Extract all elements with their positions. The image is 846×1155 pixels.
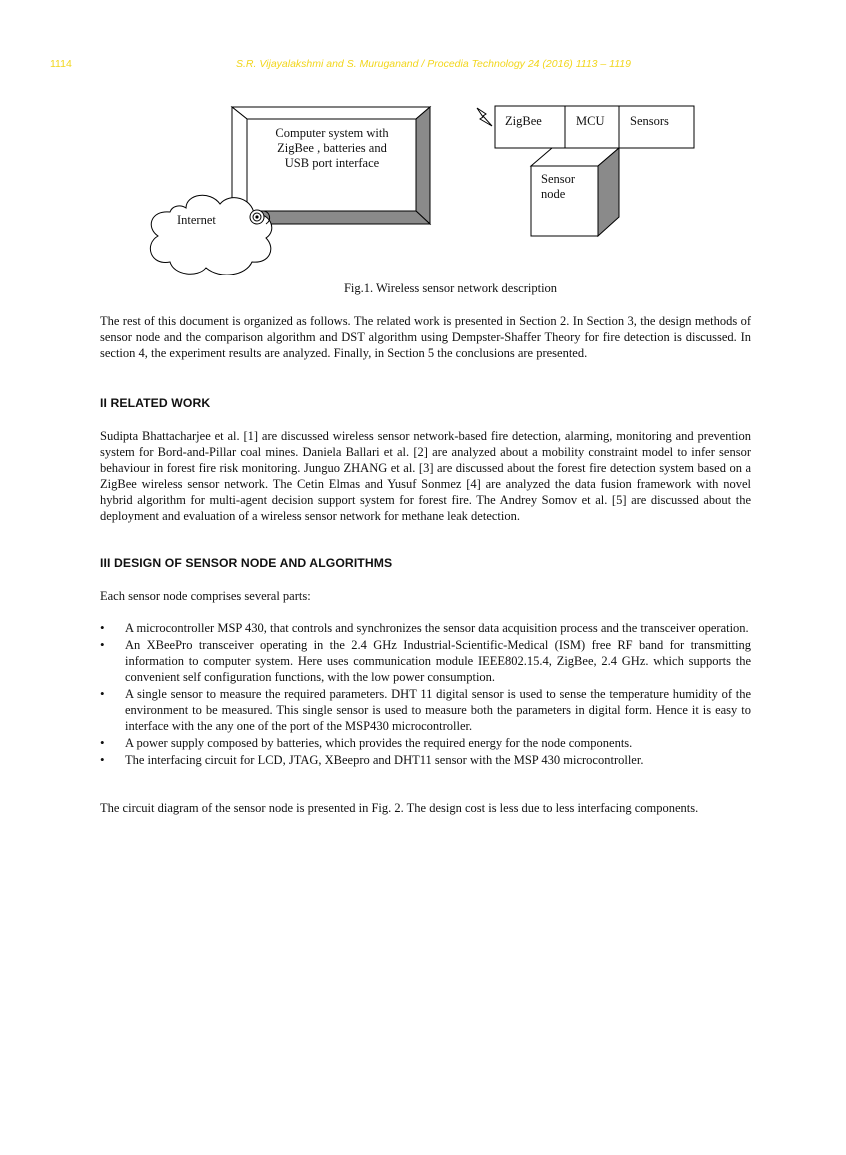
journal-citation: S.R. Vijayalakshmi and S. Muruganand / Procedia Technology 24 (2016) 1113 – 1119 xyxy=(236,58,631,70)
computer-system-label: Computer system with ZigBee , batteries and USB port interface xyxy=(275,126,389,170)
sensor-node-label: Sensor node xyxy=(541,172,576,201)
mcu-label: MCU xyxy=(576,114,605,128)
internet-label: Internet xyxy=(177,213,216,227)
figure-wsn-description xyxy=(140,100,710,275)
list-item: • A power supply composed by batteries, which provides the required energy for the node components. xyxy=(100,735,751,751)
zigbee-label: ZigBee xyxy=(505,114,542,128)
page-number: 1114 xyxy=(50,58,72,70)
section-heading-related-work: II RELATED WORK xyxy=(100,396,211,410)
running-header xyxy=(0,58,846,74)
intro-paragraph: The rest of this document is organized as follows. The related work is presented in Section 2. In Section 3, the design methods of sensor node and the comparison algorithm and DST algorithm using Dempster-Shaffer Theory for fire detection is discussed. In section 4, the experiment results are analyzed. Finally, in Section 5 the conclusions are presented. xyxy=(100,314,751,360)
list-item: • An XBeePro transceiver operating in the 2.4 GHz Industrial-Scientific-Medical (ISM) free RF band for transmitting information to computer system. Here uses communication module IEEE802.15.4, ZigBee, 2.4 GHz. which supports the convenient self configuration functions, with the low power consumption. xyxy=(100,637,751,685)
wireless-signal-icon xyxy=(477,108,492,126)
figure-diagram xyxy=(140,100,710,275)
list-item: • A single sensor to measure the required parameters. DHT 11 digital sensor is used to sense the temperature humidity of the environment to be measured. This single sensor is used to measure both the parameters in digital form. Hence it is easy to interface with the any one of the port of the MSP430 microcontroller. xyxy=(100,686,751,734)
sensors-label: Sensors xyxy=(630,114,669,128)
related-work-paragraph: Sudipta Bhattacharjee et al. [1] are discussed wireless sensor network-based fire detection, alarming, monitoring and prevention system for Bord-and-Pillar coal mines. Daniela Ballari et al. [2] are analyzed about a mobility constraint model to infer sensor behaviour in forest fire risk monitoring. Junguo ZHANG et al. [3] are discussed about the forest fire detection system based on a ZigBee wireless sensor network. The Cetin Elmas and Yusuf Sonmez [4] are analyzed the data fusion framework with novel hybrid algorithm for multi-agent decision support system for forest fire. The Andrey Somov et al. [5] are discussed about the deployment and evaluation of a wireless sensor network for methane leak detection. xyxy=(100,429,751,523)
closing-paragraph: The circuit diagram of the sensor node is presented in Fig. 2. The design cost is less due to less interfacing components. xyxy=(100,801,699,815)
section-heading-design: III DESIGN OF SENSOR NODE AND ALGORITHMS xyxy=(100,556,393,570)
list-item: • The interfacing circuit for LCD, JTAG, XBeepro and DHT11 sensor with the MSP 430 microcontroller. xyxy=(100,752,751,768)
design-intro-paragraph: Each sensor node comprises several parts: xyxy=(100,589,311,603)
list-item: • A microcontroller MSP 430, that controls and synchronizes the sensor data acquisition process and the transceiver operation. xyxy=(100,620,751,636)
figure-caption: Fig.1. Wireless sensor network description xyxy=(343,281,558,295)
component-list xyxy=(100,620,751,769)
